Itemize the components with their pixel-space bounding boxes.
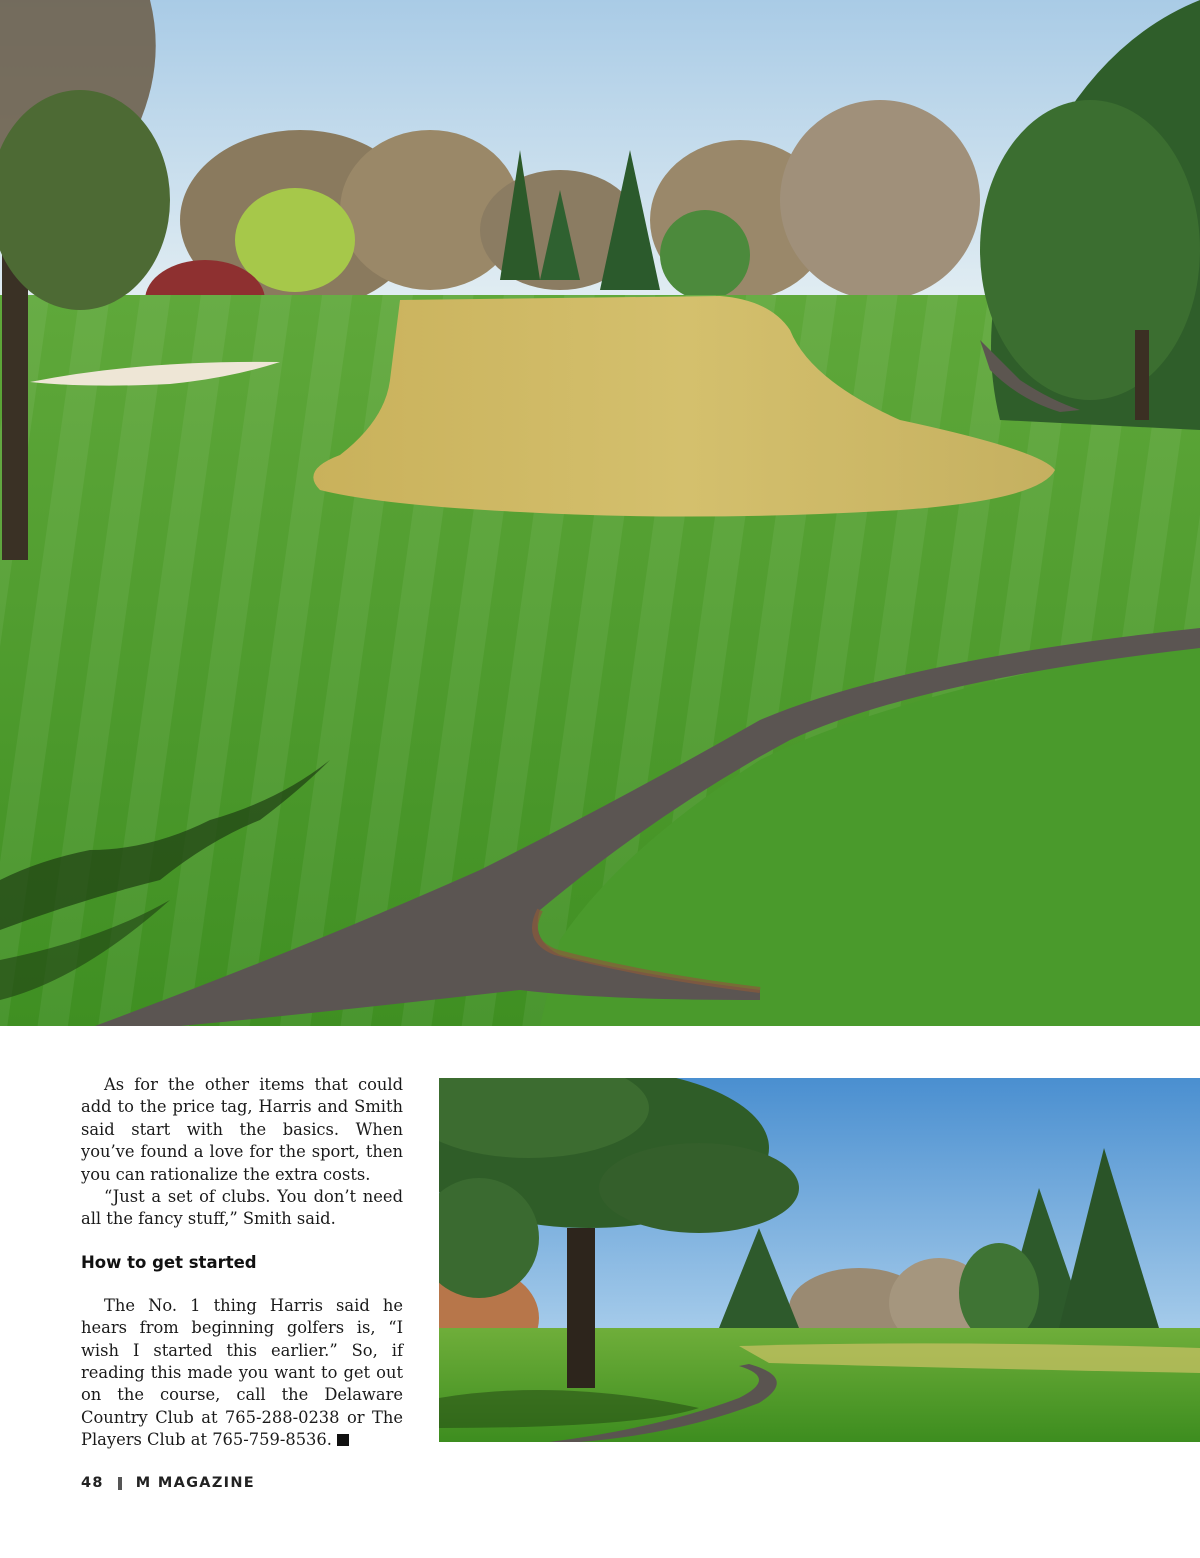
article-closing-paragraph	[81, 1295, 403, 1452]
article-text-column	[81, 1074, 403, 1452]
inset-photo	[439, 1078, 1200, 1442]
section-subhead: How to get started	[81, 1252, 257, 1272]
publication-name: M MAGAZINE	[135, 1475, 255, 1491]
folio-separator	[118, 1477, 122, 1490]
article-quote-paragraph: “Just a set of clubs. You don’t need all the fancy stuff,” Smith said.	[81, 1187, 403, 1229]
golf-course-pine-tree-illustration	[439, 1078, 1200, 1442]
page-folio	[81, 1475, 255, 1491]
article-paragraph: As for the other items that could add to the price tag, Harris and Smith said start with the basics. When you’ve found a love for the sport, then you can rationalize the extra costs.	[81, 1075, 403, 1184]
end-of-article-square	[337, 1434, 349, 1446]
page-number: 48	[81, 1475, 104, 1491]
closing-paragraph-text: The No. 1 thing Harris said he hears from beginning golfers is, “I wish I started this earlier.” So, if reading this made you want to get out on the course, call the Delaware Country Club at 765-288-0238 or The Players Club at 765-759-8536.	[81, 1295, 403, 1450]
